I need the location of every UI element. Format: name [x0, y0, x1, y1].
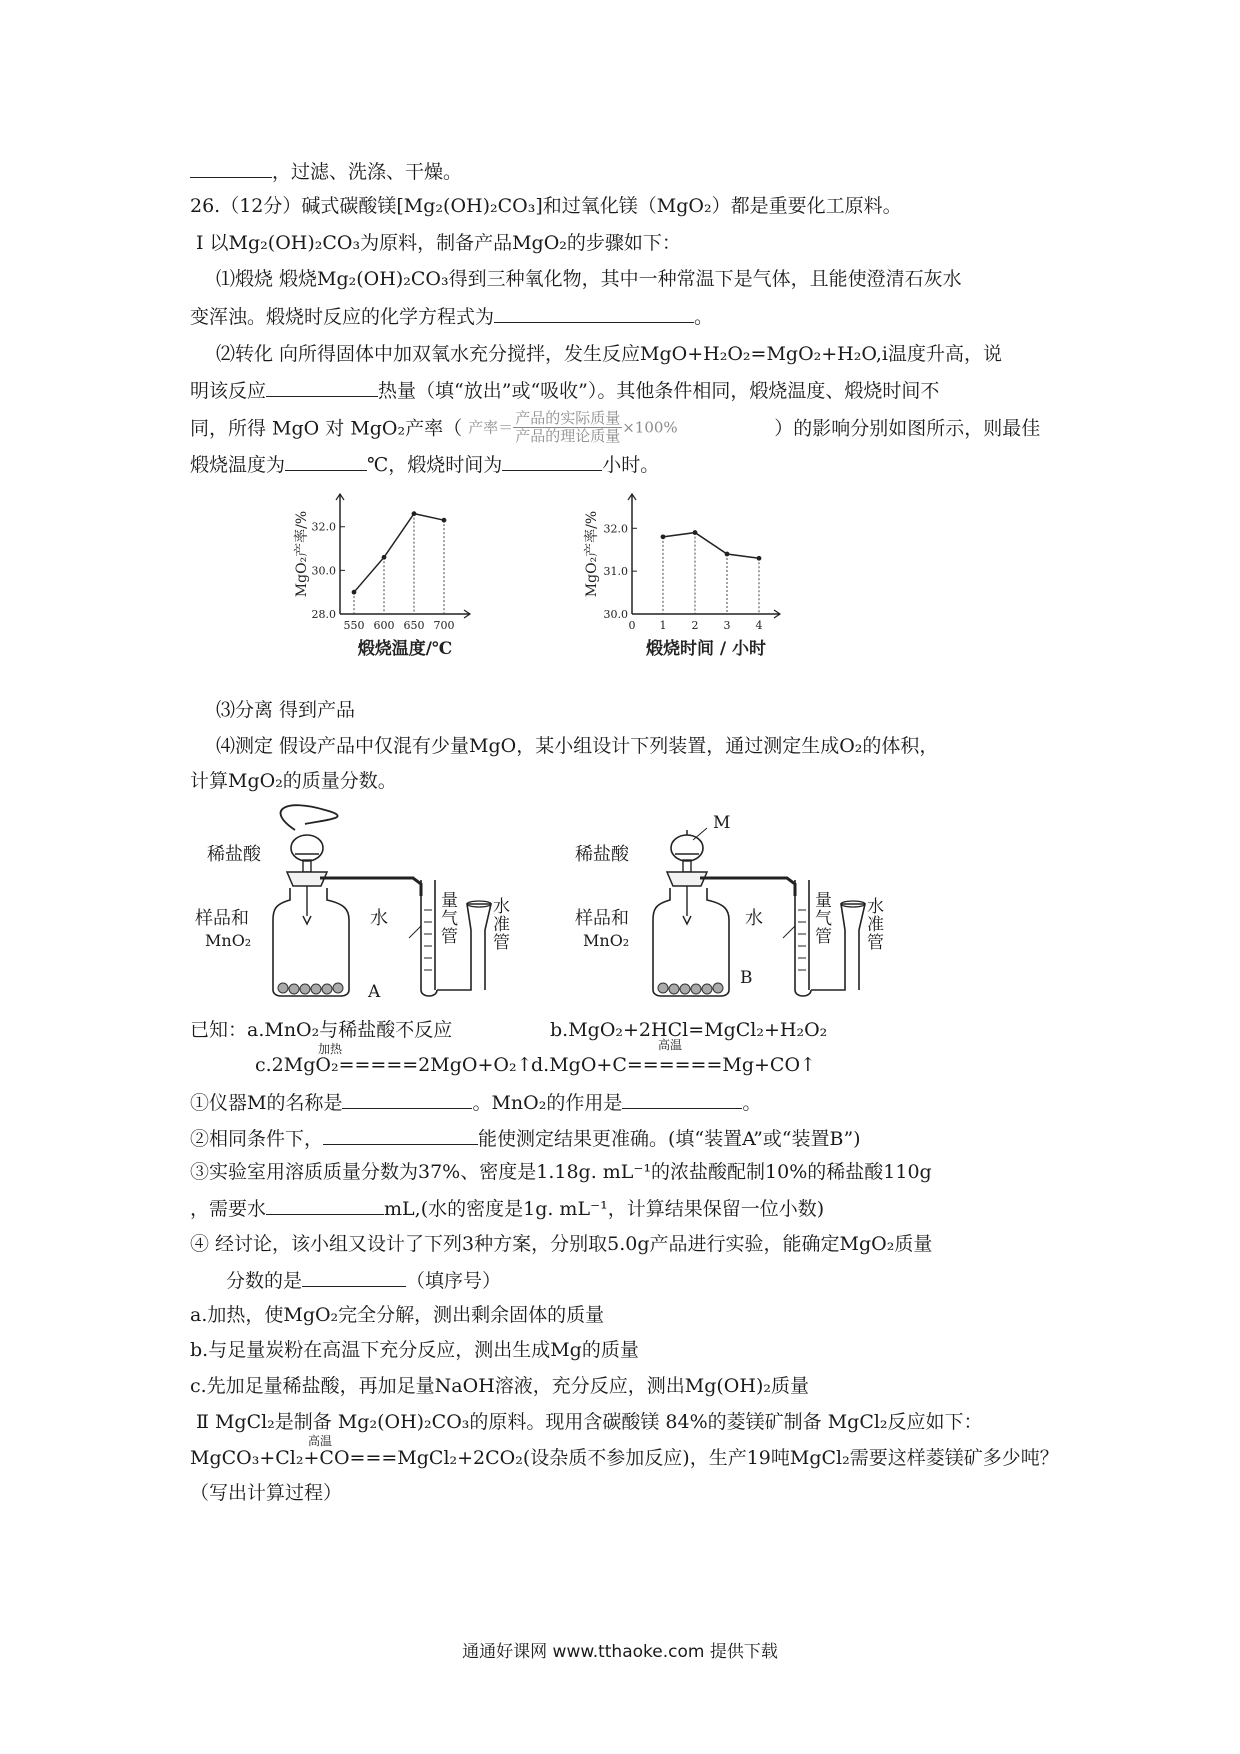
x-tick-label: 650 — [403, 619, 425, 632]
x-tick-label: 700 — [433, 619, 455, 632]
data-point — [382, 555, 387, 560]
svg-text:量: 量 — [815, 891, 832, 911]
svg-text:管: 管 — [493, 933, 510, 953]
x-tick-label: 4 — [755, 619, 763, 632]
svg-text:量: 量 — [441, 891, 458, 911]
y-tick-label: 28.0 — [311, 608, 336, 621]
line-4: 变浑浊。煅烧时反应的化学方程式为 。 — [190, 302, 713, 330]
svg-text:水: 水 — [867, 897, 884, 917]
water-label: 水 — [370, 908, 388, 929]
section-ii: Ⅱ MgCl₂是制备 Mg₂(OH)₂CO₃的原料。现用含碳酸镁 84%的菱镁矿制备 MgCl₂反应如下： — [196, 1411, 983, 1433]
section-i-heading: Ⅰ 以Mg₂(OH)₂CO₃为原料，制备产品MgO₂的步骤如下： — [196, 232, 681, 254]
line-0: ，过滤、洗涤、干燥。 — [190, 157, 462, 185]
svg-text:准: 准 — [867, 915, 884, 935]
data-point — [442, 518, 447, 523]
section-ii-note: （写出计算过程） — [190, 1482, 343, 1504]
answer-blank[interactable] — [494, 302, 694, 323]
sample-label-2: MnO₂ — [583, 931, 630, 950]
known-d: d.MgO+C======Mg+CO↑ — [531, 1054, 816, 1076]
answer-blank[interactable] — [502, 450, 602, 471]
step-3: ⑶分离 得到产品 — [216, 699, 356, 721]
y-axis-label: MgO₂产率/% — [294, 510, 310, 598]
x-tick-label: 2 — [691, 619, 699, 632]
line-7: 同，所得 MgO 对 MgO₂产率（ 产率＝ 产品的实际质量 产品的理论质量 ×100% ）的影响分别如图所示，则最佳 — [190, 409, 1041, 445]
data-point — [757, 556, 762, 561]
x-axis-label: 煅烧时间 / 小时 — [645, 639, 767, 659]
answer-blank[interactable] — [302, 1266, 406, 1287]
data-point — [352, 590, 357, 595]
acid-label: 稀盐酸 — [575, 844, 629, 865]
option-b: b.与足量炭粉在高温下充分反应，测出生成Mg的质量 — [190, 1339, 639, 1361]
question-3-cont: ，需要水 mL,(水的密度是1g. mL⁻¹，计算结果保留一位小数) — [190, 1194, 824, 1222]
y-tick-label: 30.0 — [603, 608, 628, 621]
svg-text:管: 管 — [867, 933, 884, 953]
condition-high-temp: 高温 — [658, 1038, 683, 1052]
question-4-cont: 分数的是 （填序号） — [226, 1266, 501, 1294]
y-tick-label: 32.0 — [311, 520, 336, 534]
step-1: ⑴煅烧 煅烧Mg₂(OH)₂CO₃得到三种氧化物，其中一种常温下是气体，且能使澄清石灰水 — [216, 268, 962, 290]
series-line — [354, 514, 444, 593]
data-point — [412, 511, 417, 516]
answer-blank[interactable] — [190, 157, 272, 178]
option-c: c.先加足量稀盐酸，再加足量NaOH溶液，充分反应，测出Mg(OH)₂质量 — [190, 1375, 809, 1397]
x-tick-label: 600 — [373, 619, 395, 632]
sample-label: 样品和 — [195, 908, 249, 929]
acid-label: 稀盐酸 — [207, 844, 261, 865]
m-label: M — [713, 813, 731, 833]
section-ii-reaction: MgCO₃+Cl₂+CO===MgCl₂+2CO₂(设杂质不参加反应)，生产19吨MgCl₂需要这样菱镁矿多少吨？ — [190, 1447, 1059, 1469]
data-point — [725, 552, 730, 557]
question-title: 26.（12分）碱式碳酸镁[Mg₂(OH)₂CO₃]和过氧化镁（MgO₂）都是重要化工原料。 — [190, 195, 902, 217]
x-tick-label: 550 — [343, 619, 365, 632]
question-4: ④ 经讨论，该小组又设计了下列3种方案，分别取5.0g产品进行实验，能确定MgO₂质量 — [190, 1233, 933, 1255]
answer-blank[interactable] — [342, 1088, 472, 1109]
y-tick-label: 31.0 — [603, 565, 628, 579]
svg-text:气: 气 — [441, 909, 458, 929]
answer-blank[interactable] — [285, 450, 367, 471]
answer-blank[interactable] — [266, 1194, 384, 1215]
y-tick-label: 30.0 — [311, 564, 336, 578]
y-tick-label: 32.0 — [603, 522, 628, 536]
x-axis-label: 煅烧温度/℃ — [357, 639, 453, 659]
step-4: ⑷测定 假设产品中仅混有少量MgO，某小组设计下列装置，通过测定生成O₂的体积， — [216, 735, 939, 757]
data-point — [693, 530, 698, 535]
svg-text:水: 水 — [493, 897, 510, 917]
svg-text:气: 气 — [815, 909, 832, 929]
x-tick-label: 0 — [628, 619, 636, 632]
option-a: a.加热，使MgO₂完全分解，测出剩余固体的质量 — [190, 1304, 605, 1326]
svg-text:准: 准 — [493, 915, 510, 935]
apparatus-a-label: A — [368, 982, 381, 1002]
data-point — [661, 534, 666, 539]
sample-label: 样品和 — [575, 908, 629, 929]
condition-heat: 加热 — [318, 1042, 343, 1056]
question-1: ①仪器M的名称是 。MnO₂的作用是 。 — [190, 1088, 761, 1116]
yield-formula: 产率＝ 产品的实际质量 产品的理论质量 ×100% — [468, 409, 678, 445]
question-2: ②相同条件下， 能使测定结果更准确。(填“装置A”或“装置B”) — [190, 1124, 861, 1152]
svg-text:管: 管 — [815, 927, 832, 947]
known-c: c.2MgO₂=====2MgO+O₂↑ — [255, 1054, 533, 1076]
line-6: 明该反应 热量（填“放出”或“吸收”）。其他条件相同，煅烧温度、煅烧时间不 — [190, 376, 939, 404]
sample-label-2: MnO₂ — [205, 931, 252, 950]
y-axis-label: MgO₂产率/% — [584, 510, 600, 598]
water-label: 水 — [745, 908, 763, 929]
known-a: 已知：a.MnO₂与稀盐酸不反应 — [190, 1019, 453, 1041]
line-8: 煅烧温度为 ℃，煅烧时间为 小时。 — [190, 450, 659, 478]
chart-temperature — [290, 486, 560, 666]
answer-blank[interactable] — [622, 1088, 742, 1109]
x-tick-label: 1 — [659, 619, 667, 632]
line-11: 计算MgO₂的质量分数。 — [190, 770, 397, 792]
x-tick-label: 3 — [723, 619, 731, 632]
answer-blank[interactable] — [266, 376, 378, 397]
apparatus-a — [195, 800, 535, 1000]
question-3: ③实验室用溶质质量分数为37%、密度是1.18g. mL⁻¹的浓盐酸配制10%的稀盐酸110g — [190, 1161, 932, 1183]
apparatus-b-label: B — [740, 968, 753, 988]
chart-time — [580, 486, 850, 666]
series-line — [663, 533, 759, 559]
footer: 通通好课网 www.tthaoke.com 提供下载 — [462, 1642, 778, 1662]
known-b: b.MgO₂+2HCl=MgCl₂+H₂O₂ — [550, 1019, 828, 1041]
svg-text:管: 管 — [441, 927, 458, 947]
answer-blank[interactable] — [323, 1124, 478, 1145]
step-2: ⑵转化 向所得固体中加双氧水充分搅拌，发生反应MgO+H₂O₂=MgO₂+H₂O,i温度升高，说 — [216, 343, 1002, 365]
condition-high-temp-2: 高温 — [308, 1434, 333, 1448]
